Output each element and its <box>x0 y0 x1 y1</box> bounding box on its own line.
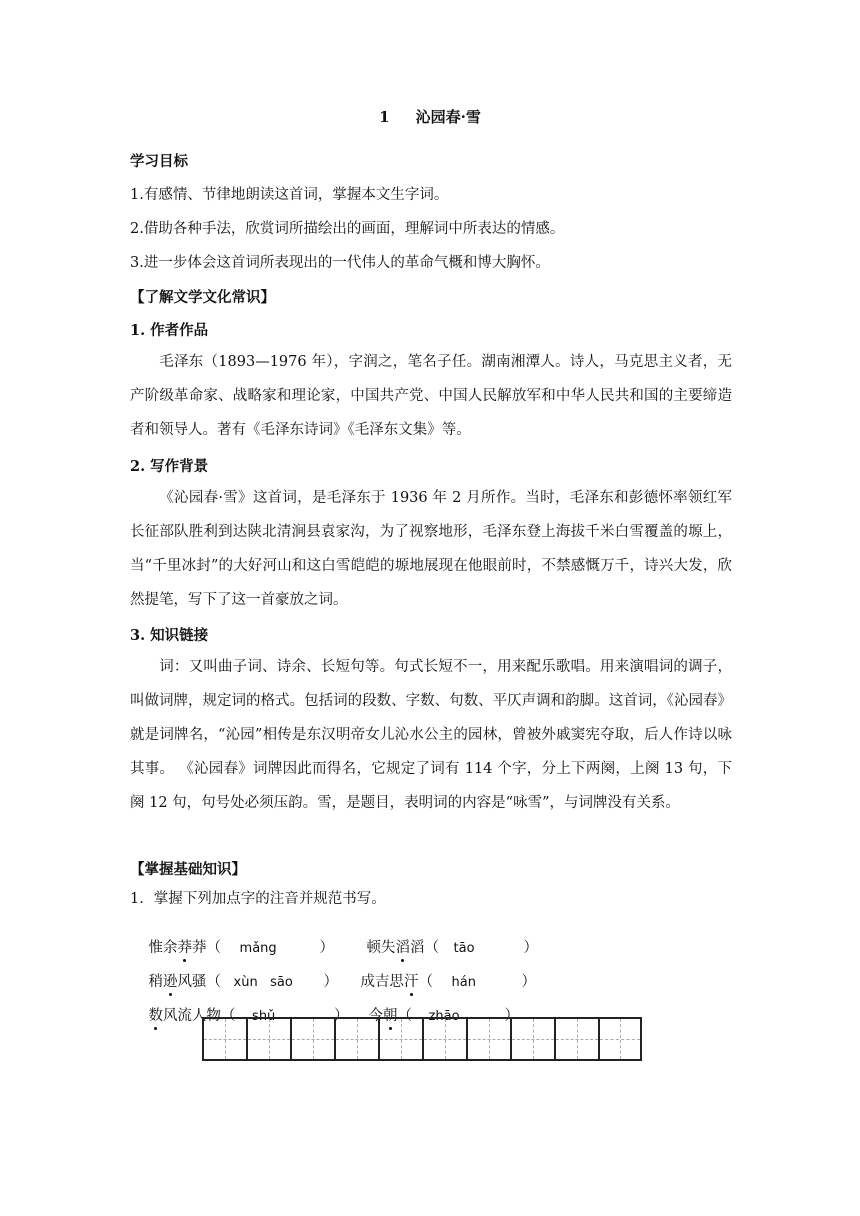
writing-grid <box>202 1017 642 1061</box>
author-text: 毛泽东（1893—1976 年），字润之，笔名子任。湖南湘潭人。诗人，马克思主义者，无产阶级革命家、战略家和理论家，中国共产党、中国人民解放军和中华人民共和国的主要缔造者和领导人。著有《毛泽东诗词》《毛泽东文集》等。 <box>130 354 732 438</box>
page-title <box>0 106 860 127</box>
knowledge-heading: 3. 知识链接 <box>130 627 209 644</box>
pinyin-row: 惟余莽莽（ mǎng ） 顿失滔滔（ tāo ） <box>130 920 538 973</box>
pinyin-answer[interactable]: xùn sāo <box>233 975 293 990</box>
background-heading: 2. 写作背景 <box>130 458 209 475</box>
writing-cell[interactable] <box>598 1017 642 1061</box>
pinyin-row: 数风流人物（ shǔ ） 今朝（ zhāo ） <box>130 988 519 1041</box>
dotted-char: 汗 <box>404 970 419 991</box>
writing-cell[interactable] <box>422 1017 466 1061</box>
pinyin-row: 稍逊风骚（ xùn sāo ） 成吉思汗（ hán ） <box>130 954 536 1007</box>
dotted-char: 朝 <box>383 1004 398 1025</box>
pinyin-answer[interactable]: mǎng <box>239 941 277 956</box>
author-heading: 1. 作者作品 <box>130 322 209 339</box>
lesson-title: 沁园春·雪 <box>415 108 481 126</box>
pinyin-answer[interactable]: tāo <box>453 941 475 956</box>
pinyin-answer[interactable]: zhāo <box>428 1009 460 1024</box>
background-paragraph <box>130 481 732 617</box>
pinyin-answer[interactable]: shǔ <box>252 1009 276 1024</box>
dotted-char: 数 <box>148 1004 163 1025</box>
dotted-char: 滔 <box>395 936 410 957</box>
goals-heading: 学习目标 <box>130 153 188 170</box>
basics-task: 1．掌握下列加点字的注音并规范书写。 <box>130 891 386 907</box>
goal-item: 1.有感情、节律地朗读这首词，掌握本文生字词。 <box>130 187 449 203</box>
writing-cell[interactable] <box>510 1017 554 1061</box>
dotted-char: 莽 <box>177 936 192 957</box>
writing-cell[interactable] <box>246 1017 290 1061</box>
basics-heading: 【掌握基础知识】 <box>130 861 246 878</box>
goal-item: 3.进一步体会这首词所表现出的一代伟人的革命气概和博大胸怀。 <box>130 255 550 271</box>
writing-cell[interactable] <box>466 1017 510 1061</box>
lesson-number: 1 <box>379 108 390 126</box>
pinyin-answer[interactable]: hán <box>451 975 476 990</box>
knowledge-paragraph <box>130 650 732 820</box>
writing-cell[interactable] <box>334 1017 378 1061</box>
knowledge-text: 词：又叫曲子词、诗余、长短句等。句式长短不一，用来配乐歌唱。用来演唱词的调子，叫做词牌，规定词的格式。包括词的段数、字数、句数、平仄声调和韵脚。这首词，《沁园春》 就是词牌名，“沁园”相传是东汉明帝女儿沁水公主的园林，曾被外戚窦宪夺取，后人作诗以咏其事。 《沁园春》词牌因此而得名，它规定了词有 114 个字，分上下两阕，上阕 13 句，下阕 12 句，句号处必须压韵。雪，是题目，表明词的内容是“咏雪”，与词牌没有关系。 <box>130 659 732 811</box>
author-paragraph <box>130 345 732 447</box>
writing-cell[interactable] <box>378 1017 422 1061</box>
writing-cell[interactable] <box>554 1017 598 1061</box>
culture-heading: 【了解文学文化常识】 <box>130 289 275 306</box>
goal-item: 2.借助各种手法，欣赏词所描绘出的画面，理解词中所表达的情感。 <box>130 221 565 237</box>
writing-cell[interactable] <box>290 1017 334 1061</box>
writing-cell[interactable] <box>202 1017 246 1061</box>
dotted-char: 逊 <box>163 970 178 991</box>
background-text: 《沁园春·雪》这首词，是毛泽东于 1936 年 2 月所作。当时，毛泽东和彭德怀率领红军长征部队胜利到达陕北清涧县袁家沟，为了视察地形，毛泽东登上海拔千米白雪覆盖的塬上，当“千里冰封”的大好河山和这白雪皑皑的塬地展现在他眼前时，不禁感慨万千，诗兴大发，欣然提笔，写下了这一首豪放之词。 <box>130 490 732 608</box>
